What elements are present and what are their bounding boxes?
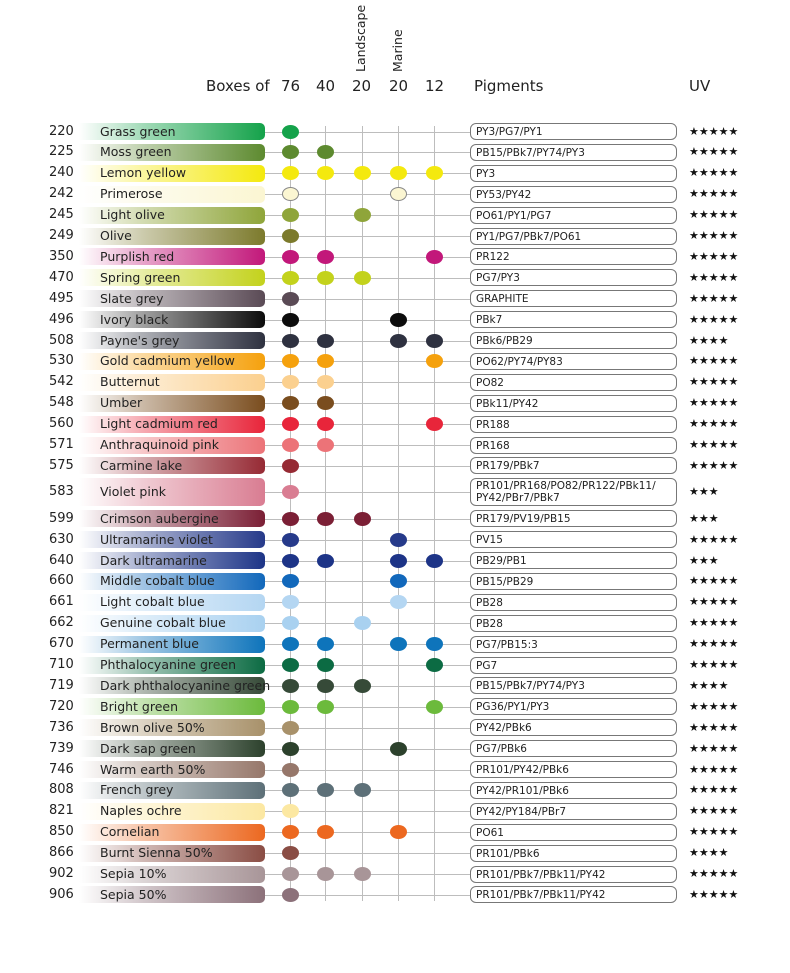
uv-rating: ★★★★★ — [689, 125, 739, 138]
pigment-box: PR122 — [470, 248, 677, 265]
box-dot-landscape-20 — [354, 679, 371, 693]
color-code: 496 — [49, 312, 74, 327]
uv-rating: ★★★★★ — [689, 208, 739, 221]
pigment-box: PR101/PBk7/PBk11/PY42 — [470, 886, 677, 903]
pigment-box: PY3/PG7/PY1 — [470, 123, 677, 140]
box-dot-76 — [282, 846, 299, 860]
box-dot-40 — [317, 334, 334, 348]
box-dot-76 — [282, 208, 299, 222]
pigment-box: PBk11/PY42 — [470, 395, 677, 412]
uv-rating: ★★★★★ — [689, 721, 739, 734]
box-dot-76 — [282, 485, 299, 499]
box-dot-76 — [282, 554, 299, 568]
box-dot-76 — [282, 250, 299, 264]
box-dot-76 — [282, 229, 299, 243]
color-name: Carmine lake — [100, 458, 183, 473]
box-dot-40 — [317, 679, 334, 693]
box-dot-40 — [317, 438, 334, 452]
pigment-box: PO61 — [470, 824, 677, 841]
color-code: 662 — [49, 615, 74, 630]
pigments-header: Pigments — [474, 77, 544, 95]
box-dot-76 — [282, 595, 299, 609]
col-40-header: 40 — [316, 77, 336, 95]
uv-rating: ★★★★★ — [689, 417, 739, 430]
box-dot-40 — [317, 354, 334, 368]
uv-rating: ★★★★★ — [689, 187, 739, 200]
color-name: Umber — [100, 395, 143, 410]
box-dot-marine-20 — [390, 637, 407, 651]
box-dot-76 — [282, 125, 299, 139]
box-dot-marine-20 — [390, 166, 407, 180]
uv-rating: ★★★★ — [689, 679, 729, 692]
color-code: 720 — [49, 699, 74, 714]
color-code: 850 — [49, 824, 74, 839]
uv-rating: ★★★ — [689, 485, 719, 498]
color-name: Brown olive 50% — [100, 720, 205, 735]
color-name: Dark ultramarine — [100, 553, 207, 568]
box-dot-12 — [426, 417, 443, 431]
uv-rating: ★★★★★ — [689, 658, 739, 671]
box-dot-76 — [282, 742, 299, 756]
color-code: 746 — [49, 762, 74, 777]
box-dot-40 — [317, 867, 334, 881]
uv-rating: ★★★★★ — [689, 867, 739, 880]
uv-rating: ★★★★★ — [689, 166, 739, 179]
box-dot-landscape-20 — [354, 208, 371, 222]
box-dot-76 — [282, 313, 299, 327]
pigment-box: PR179/PBk7 — [470, 457, 677, 474]
uv-rating: ★★★★★ — [689, 313, 739, 326]
color-code: 495 — [49, 291, 74, 306]
pigment-box: PB15/PB29 — [470, 573, 677, 590]
box-dot-landscape-20 — [354, 783, 371, 797]
pigment-box: PG7/PBk6 — [470, 740, 677, 757]
uv-rating: ★★★★★ — [689, 533, 739, 546]
box-dot-76 — [282, 145, 299, 159]
uv-rating: ★★★★ — [689, 846, 729, 859]
box-dot-12 — [426, 166, 443, 180]
color-code: 575 — [49, 458, 74, 473]
uv-rating: ★★★★★ — [689, 700, 739, 713]
color-name: Purplish red — [100, 249, 175, 264]
box-dot-40 — [317, 700, 334, 714]
color-name: Bright green — [100, 699, 179, 714]
box-dot-marine-20 — [390, 595, 407, 609]
color-name: Middle cobalt blue — [100, 573, 215, 588]
color-name: Light olive — [100, 207, 165, 222]
color-code: 660 — [49, 573, 74, 588]
box-dot-76 — [282, 459, 299, 473]
pigment-box: PB28 — [470, 615, 677, 632]
box-dot-12 — [426, 637, 443, 651]
color-name: Naples ochre — [100, 803, 182, 818]
box-dot-76 — [282, 804, 299, 818]
color-code: 542 — [49, 374, 74, 389]
color-name: Ivory black — [100, 312, 169, 327]
pigment-box: PR179/PV19/PB15 — [470, 510, 677, 527]
color-code: 599 — [49, 511, 74, 526]
pigment-box: PO82 — [470, 374, 677, 391]
box-dot-landscape-20 — [354, 512, 371, 526]
color-name: Violet pink — [100, 484, 167, 499]
pigment-box: PY42/PY184/PBr7 — [470, 803, 677, 820]
box-dot-76 — [282, 512, 299, 526]
color-name: Grass green — [100, 124, 176, 139]
uv-rating: ★★★★★ — [689, 250, 739, 263]
uv-rating: ★★★★★ — [689, 616, 739, 629]
box-dot-76 — [282, 334, 299, 348]
box-dot-marine-20 — [390, 334, 407, 348]
box-dot-40 — [317, 375, 334, 389]
box-dot-landscape-20 — [354, 867, 371, 881]
col-marine-guide — [398, 126, 399, 901]
box-dot-40 — [317, 250, 334, 264]
pigment-box: PV15 — [470, 531, 677, 548]
box-dot-40 — [317, 166, 334, 180]
color-name: Lemon yellow — [100, 165, 187, 180]
uv-rating: ★★★★★ — [689, 438, 739, 451]
box-dot-40 — [317, 825, 334, 839]
color-name: Dark phthalocyanine green — [100, 678, 271, 693]
color-code: 821 — [49, 803, 74, 818]
box-dot-12 — [426, 354, 443, 368]
box-dot-40 — [317, 512, 334, 526]
color-code: 220 — [49, 124, 74, 139]
box-dot-40 — [317, 554, 334, 568]
color-name: Payne's grey — [100, 333, 180, 348]
uv-rating: ★★★ — [689, 554, 719, 567]
box-dot-marine-20 — [390, 742, 407, 756]
box-dot-76 — [282, 888, 299, 902]
box-dot-76 — [282, 187, 299, 201]
box-dot-76 — [282, 396, 299, 410]
pigment-box: PG36/PY1/PY3 — [470, 698, 677, 715]
color-code: 583 — [49, 484, 74, 499]
box-dot-76 — [282, 867, 299, 881]
box-dot-76 — [282, 375, 299, 389]
pigment-box: PR101/PBk7/PBk11/PY42 — [470, 866, 677, 883]
pigment-box: PY42/PR101/PBk6 — [470, 782, 677, 799]
pigment-box: PR101/PY42/PBk6 — [470, 761, 677, 778]
color-code: 630 — [49, 532, 74, 547]
box-dot-76 — [282, 825, 299, 839]
pigment-box: PY3 — [470, 165, 677, 182]
col-marine-header: 20 — [389, 77, 409, 95]
color-name: Sepia 10% — [100, 866, 167, 881]
pigment-box: GRAPHITE — [470, 290, 677, 307]
box-dot-76 — [282, 533, 299, 547]
color-code: 670 — [49, 636, 74, 651]
box-dot-76 — [282, 700, 299, 714]
pigment-box: PBk7 — [470, 311, 677, 328]
box-dot-marine-20 — [390, 825, 407, 839]
pigment-box: PB15/PBk7/PY74/PY3 — [470, 677, 677, 694]
pigment-box: PG7/PB15:3 — [470, 636, 677, 653]
color-code: 710 — [49, 657, 74, 672]
box-dot-landscape-20 — [354, 616, 371, 630]
col-landscape-label: Landscape — [353, 4, 368, 72]
box-dot-76 — [282, 679, 299, 693]
box-dot-marine-20 — [390, 574, 407, 588]
box-dot-76 — [282, 166, 299, 180]
uv-rating: ★★★★★ — [689, 595, 739, 608]
box-dot-marine-20 — [390, 187, 407, 201]
color-name: Olive — [100, 228, 132, 243]
col-76-header: 76 — [281, 77, 301, 95]
uv-rating: ★★★★★ — [689, 763, 739, 776]
color-code: 739 — [49, 741, 74, 756]
uv-rating: ★★★★★ — [689, 375, 739, 388]
pigment-box: PR101/PR168/PO82/PR122/PBk11/ PY42/PBr7/PBk7 — [470, 478, 677, 506]
uv-rating: ★★★★★ — [689, 825, 739, 838]
col-12-header: 12 — [425, 77, 445, 95]
box-dot-40 — [317, 145, 334, 159]
box-dot-76 — [282, 271, 299, 285]
box-dot-12 — [426, 250, 443, 264]
box-dot-40 — [317, 637, 334, 651]
uv-rating: ★★★★★ — [689, 145, 739, 158]
box-dot-76 — [282, 763, 299, 777]
boxes-of-label: Boxes of — [206, 77, 270, 95]
uv-header: UV — [689, 77, 711, 95]
box-dot-76 — [282, 292, 299, 306]
color-code: 548 — [49, 395, 74, 410]
uv-rating: ★★★★ — [689, 334, 729, 347]
color-code: 530 — [49, 353, 74, 368]
pigment-box: PB28 — [470, 594, 677, 611]
uv-rating: ★★★★★ — [689, 742, 739, 755]
color-name: Sepia 50% — [100, 887, 167, 902]
pigment-box: PY42/PBk6 — [470, 719, 677, 736]
uv-rating: ★★★★★ — [689, 783, 739, 796]
box-dot-76 — [282, 783, 299, 797]
color-code: 902 — [49, 866, 74, 881]
pigment-box: PBk6/PB29 — [470, 332, 677, 349]
color-name: Burnt Sienna 50% — [100, 845, 213, 860]
box-dot-40 — [317, 658, 334, 672]
uv-rating: ★★★★★ — [689, 804, 739, 817]
color-code: 225 — [49, 144, 74, 159]
box-dot-76 — [282, 658, 299, 672]
color-code: 571 — [49, 437, 74, 452]
color-name: Permanent blue — [100, 636, 199, 651]
pigment-box: PG7/PY3 — [470, 269, 677, 286]
color-code: 240 — [49, 165, 74, 180]
box-dot-76 — [282, 616, 299, 630]
uv-rating: ★★★★★ — [689, 271, 739, 284]
box-dot-landscape-20 — [354, 166, 371, 180]
box-dot-40 — [317, 396, 334, 410]
box-dot-76 — [282, 417, 299, 431]
col-12-guide — [434, 126, 435, 901]
color-name: Ultramarine violet — [100, 532, 213, 547]
uv-rating: ★★★★★ — [689, 292, 739, 305]
pigment-box: PR168 — [470, 437, 677, 454]
color-code: 249 — [49, 228, 74, 243]
box-dot-40 — [317, 783, 334, 797]
uv-rating: ★★★ — [689, 512, 719, 525]
color-code: 866 — [49, 845, 74, 860]
color-name: Moss green — [100, 144, 172, 159]
box-dot-40 — [317, 271, 334, 285]
pigment-box: PY1/PG7/PBk7/PO61 — [470, 228, 677, 245]
color-code: 508 — [49, 333, 74, 348]
uv-rating: ★★★★★ — [689, 888, 739, 901]
color-code: 736 — [49, 720, 74, 735]
color-name: Crimson aubergine — [100, 511, 219, 526]
uv-rating: ★★★★★ — [689, 574, 739, 587]
color-name: Dark sap green — [100, 741, 196, 756]
box-dot-12 — [426, 658, 443, 672]
box-dot-marine-20 — [390, 533, 407, 547]
color-code: 560 — [49, 416, 74, 431]
color-name: Cornelian — [100, 824, 160, 839]
uv-rating: ★★★★★ — [689, 637, 739, 650]
uv-rating: ★★★★★ — [689, 354, 739, 367]
color-code: 906 — [49, 887, 74, 902]
pigment-box: PR101/PBk6 — [470, 845, 677, 862]
color-name: French grey — [100, 782, 174, 797]
uv-rating: ★★★★★ — [689, 396, 739, 409]
box-dot-76 — [282, 354, 299, 368]
color-name: Light cadmium red — [100, 416, 218, 431]
box-dot-12 — [426, 554, 443, 568]
uv-rating: ★★★★★ — [689, 459, 739, 472]
color-name: Butternut — [100, 374, 160, 389]
box-dot-12 — [426, 334, 443, 348]
color-name: Anthraquinoid pink — [100, 437, 219, 452]
pigment-box: PB15/PBk7/PY74/PY3 — [470, 144, 677, 161]
color-name: Phthalocyanine green — [100, 657, 237, 672]
color-code: 719 — [49, 678, 74, 693]
color-name: Warm earth 50% — [100, 762, 206, 777]
color-code: 661 — [49, 594, 74, 609]
box-dot-76 — [282, 574, 299, 588]
pigment-box: PB29/PB1 — [470, 552, 677, 569]
box-dot-marine-20 — [390, 554, 407, 568]
box-dot-40 — [317, 417, 334, 431]
pigment-box: PY53/PY42 — [470, 186, 677, 203]
color-code: 640 — [49, 553, 74, 568]
box-dot-76 — [282, 721, 299, 735]
box-dot-marine-20 — [390, 313, 407, 327]
color-code: 245 — [49, 207, 74, 222]
pigment-box: PG7 — [470, 657, 677, 674]
pigment-box: PO62/PY74/PY83 — [470, 353, 677, 370]
color-name: Slate grey — [100, 291, 164, 306]
color-name: Light cobalt blue — [100, 594, 205, 609]
color-name: Primerose — [100, 186, 163, 201]
col-marine-label: Marine — [390, 29, 405, 72]
pigment-box: PO61/PY1/PG7 — [470, 207, 677, 224]
col-landscape-header: 20 — [352, 77, 372, 95]
box-dot-76 — [282, 438, 299, 452]
box-dot-landscape-20 — [354, 271, 371, 285]
color-code: 470 — [49, 270, 74, 285]
uv-rating: ★★★★★ — [689, 229, 739, 242]
color-code: 242 — [49, 186, 74, 201]
color-name: Genuine cobalt blue — [100, 615, 226, 630]
color-name: Gold cadmium yellow — [100, 353, 235, 368]
pigment-box: PR188 — [470, 416, 677, 433]
color-code: 808 — [49, 782, 74, 797]
color-name: Spring green — [100, 270, 181, 285]
box-dot-12 — [426, 700, 443, 714]
box-dot-76 — [282, 637, 299, 651]
color-code: 350 — [49, 249, 74, 264]
